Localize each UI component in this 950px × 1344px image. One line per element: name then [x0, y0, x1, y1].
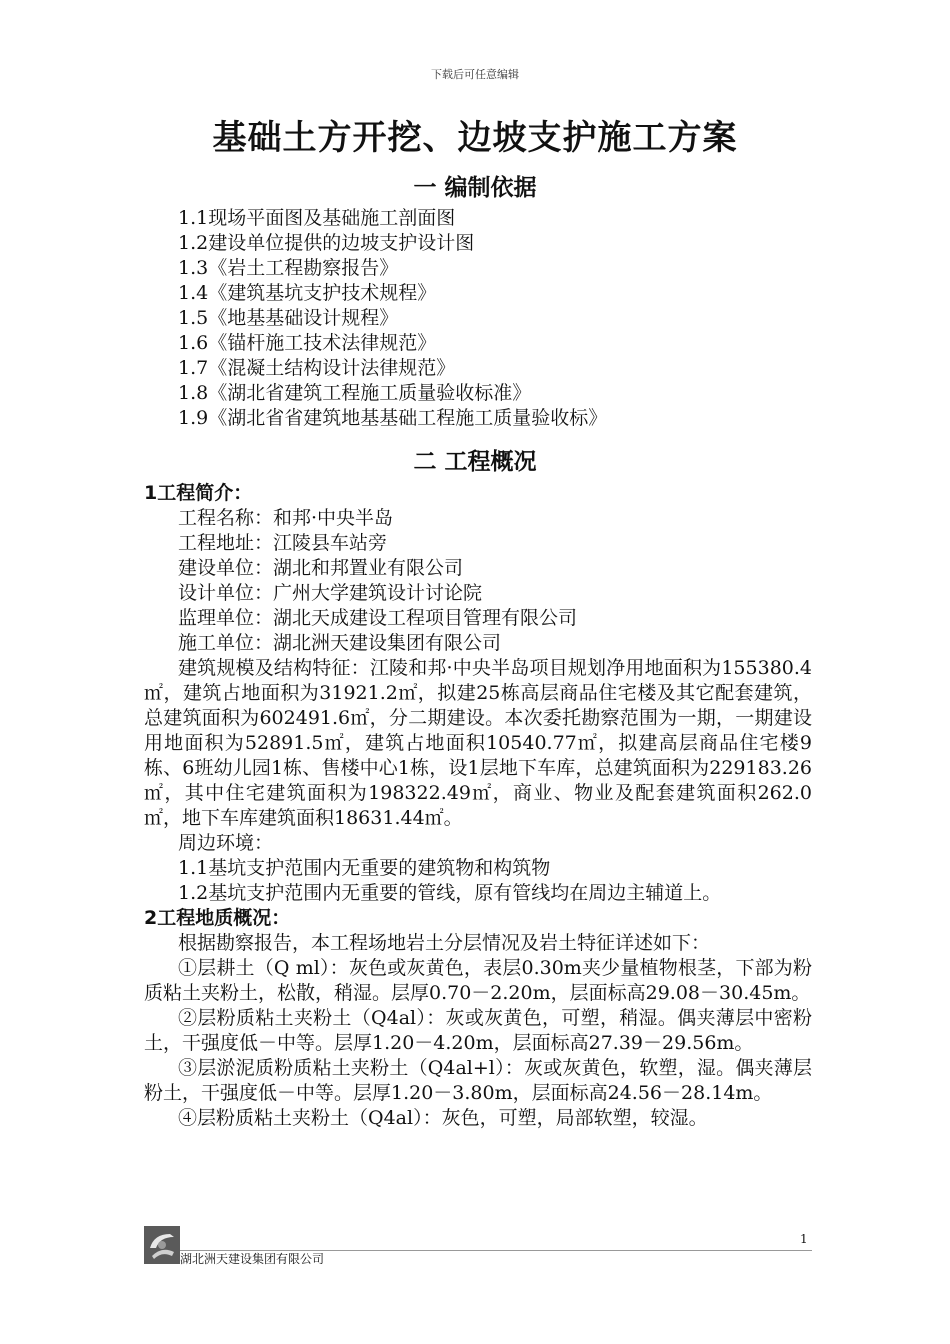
list-item: 1.5《地基基础设计规程》	[178, 307, 399, 329]
designer-line: 设计单位：广州大学建筑设计讨论院	[178, 582, 483, 604]
section-heading-basis: 一 编制依据	[413, 175, 537, 201]
client-line: 建设单位：湖北和邦置业有限公司	[178, 557, 464, 579]
environment-item: 1.1基坑支护范围内无重要的建筑物和构筑物	[178, 857, 551, 879]
list-item: 1.3《岩土工程勘察报告》	[178, 257, 399, 279]
geology-layer: ①层耕土（Q ml）：灰色或灰黄色，表层0.30m夹少量植物根茎，下部为粉质粘土夹粉土，松散，稍湿。层厚0.70－2.20m，层面标高29.08－30.45m。	[144, 957, 812, 1004]
list-item: 1.6《锚杆施工技术法律规范》	[178, 332, 437, 354]
geology-layer: ②层粉质粘土夹粉土（Q4al）：灰或灰黄色，可塑，稍湿。偶夹薄层中密粉土，干强度低－中等。层厚1.20－4.20m，层面标高27.39－29.56m。	[144, 1007, 812, 1054]
page-number: 1	[800, 1232, 808, 1246]
company-logo-icon	[144, 1226, 180, 1264]
list-item: 1.2建设单位提供的边坡支护设计图	[178, 232, 475, 254]
project-address-line: 工程地址：江陵县车站旁	[178, 532, 388, 554]
environment-item: 1.2基坑支护范围内无重要的管线，原有管线均在周边主辅道上。	[178, 882, 722, 904]
scale-paragraph: 建筑规模及结构特征：江陵和邦·中央半岛项目规划净用地面积为155380.4㎡，建筑占地面积为31921.2㎡，拟建25栋高层商品住宅楼及其它配套建筑，总建筑面积为602491.6㎡，分二期建设。本次委托勘察范围为一期，一期建设用地面积为52891.5㎡，建筑占地面积10540.77㎡，拟建高层商品住宅楼9栋、6班幼儿园1栋、售楼中心1栋，设1层地下车库，总建筑面积为229183.26㎡，其中住宅建筑面积为198322.49㎡，商业、物业及配套建筑面积262.0㎡，地下车库建筑面积18631.44㎡。	[144, 657, 812, 829]
list-item: 1.8《湖北省建筑工程施工质量验收标准》	[178, 382, 532, 404]
list-item: 1.9《湖北省省建筑地基基础工程施工质量验收标》	[178, 407, 608, 429]
section-heading-overview: 二 工程概况	[413, 449, 537, 475]
geology-layer: ③层淤泥质粉质粘土夹粉土（Q4al+l）：灰或灰黄色，软塑，湿。偶夹薄层粉土，干强度低－中等。层厚1.20－3.80m，层面标高24.56－28.14m。	[144, 1057, 812, 1104]
contractor-line: 施工单位：湖北洲天建设集团有限公司	[178, 632, 502, 654]
footer-company-name: 湖北洲天建设集团有限公司	[180, 1252, 325, 1266]
project-name-line: 工程名称：和邦·中央半岛	[178, 507, 394, 529]
subsection-heading-intro: 1工程简介：	[144, 482, 253, 504]
document-title: 基础土方开挖、边坡支护施工方案	[212, 118, 738, 158]
geology-intro: 根据勘察报告，本工程场地岩土分层情况及岩土特征详述如下：	[178, 932, 711, 954]
basis-list	[178, 206, 607, 431]
geology-layer: ④层粉质粘土夹粉土（Q4al）：灰色，可塑，局部软塑，较湿。	[178, 1107, 708, 1129]
supervisor-line: 监理单位：湖北天成建设工程项目管理有限公司	[178, 607, 578, 629]
subsection-heading-geology: 2工程地质概况：	[144, 907, 291, 929]
list-item: 1.4《建筑基坑支护技术规程》	[178, 282, 437, 304]
environment-label: 周边环境：	[178, 832, 274, 854]
download-note: 下载后可任意编辑	[431, 68, 519, 81]
list-item: 1.1现场平面图及基础施工剖面图	[178, 207, 456, 229]
overview-body	[144, 481, 812, 1131]
list-item: 1.7《混凝土结构设计法律规范》	[178, 357, 456, 379]
